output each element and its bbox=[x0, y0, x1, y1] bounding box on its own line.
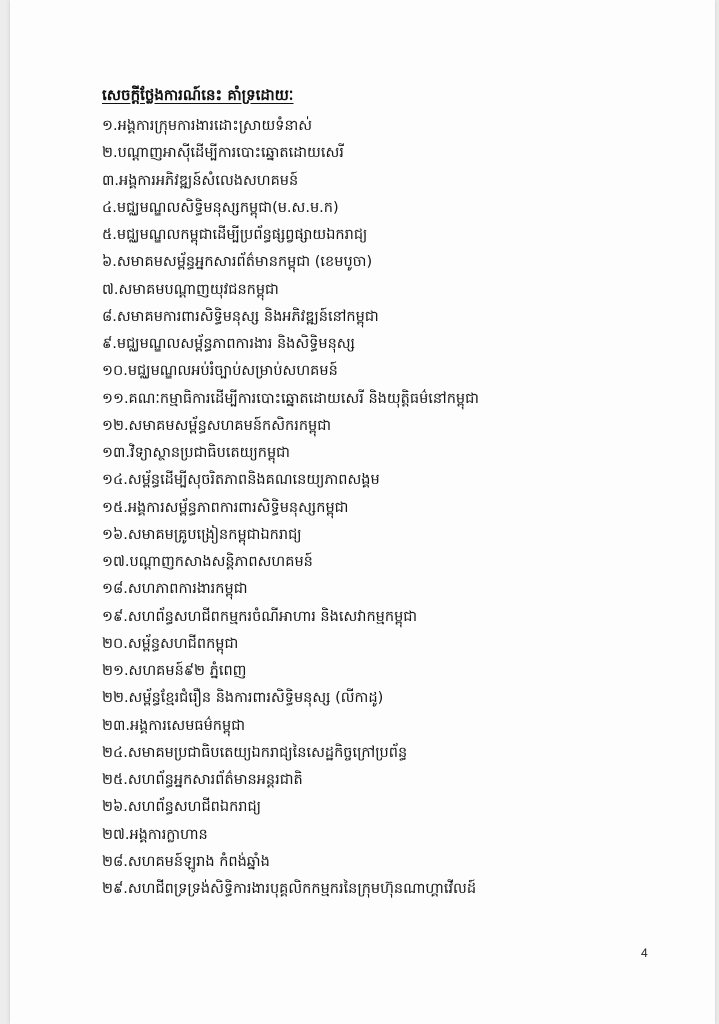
list-item: ១.អង្គការក្រុមការងារដោះស្រាយទំនាស់ bbox=[102, 118, 313, 134]
list-item: ៦.សមាគមសម្ព័ន្ធអ្នកសារព័ត៌មានកម្ពុជា (ខេមបូចា) bbox=[102, 254, 373, 271]
list-item: ១២.សមាគមសម្ព័ន្ធសហគមន៍កសិករកម្ពុជា bbox=[102, 417, 332, 434]
list-item: ១៨.សហភាពការងារកម្ពុជា bbox=[102, 581, 248, 598]
list-item: ៨.សមាគមការពារសិទ្ធិមនុស្ស និងអភិវឌ្ឍន៍នៅកម្ពុជា bbox=[102, 308, 379, 325]
list-item: ១៧.បណ្តាញកសាងសន្តិភាពសហគមន៍ bbox=[102, 554, 313, 570]
list-item: ១៣.វិទ្យាស្ថានប្រជាធិបតេយ្យកម្ពុជា bbox=[102, 445, 290, 461]
list-item: ២២.សម្ព័ន្ធខ្មែរជំរឿន និងការពារសិទ្ធិមនុស្ស (លីកាដូ) bbox=[102, 690, 384, 707]
list-item: ៥.មជ្ឈមណ្ឌលកម្ពុជាដើម្បីប្រព័ន្ធផ្សព្វផ្សាយឯករាជ្យ bbox=[102, 227, 368, 243]
list-item: ៤.មជ្ឈមណ្ឌលសិទ្ធិមនុស្សកម្ពុជា(ម.ស.ម.ក) bbox=[102, 199, 339, 216]
list-item: ១០.មជ្ឈមណ្ឌលអប់រំច្បាប់សម្រាប់សហគមន៍ bbox=[102, 363, 338, 380]
list-item: ១៩.សហព័ន្ធសហជីពកម្មករចំណីអាហារ និងសេវាកម្មកម្ពុជា bbox=[102, 608, 418, 625]
list-item: ២៩.សហជីពទ្រទ្រង់សិទ្ធិការងារបុគ្គលិកកម្មករនៃក្រុមហ៊ុនណាហ្គាវើលដ៍ bbox=[102, 881, 477, 897]
list-item: ១១.គណៈកម្មាធិការដើម្បីការបោះឆ្នោតដោយសេរី និងយុត្តិធម៌នៅកម្ពុជា bbox=[102, 390, 479, 407]
list-item: ៣.អង្គការអភិវឌ្ឍន៍សំលេងសហគមន៍ bbox=[102, 172, 299, 189]
list-item: ២៤.សមាគមប្រជាធិបតេយ្យឯករាជ្យនៃសេដ្ឋកិច្ចក្រៅប្រព័ន្ធ bbox=[102, 744, 408, 761]
document-page bbox=[10, 0, 715, 1024]
list-item: ២៦.សហព័ន្ធសហជីពឯករាជ្យ bbox=[102, 799, 262, 816]
list-item: ២៥.សហព័ន្ធអ្នកសារព័ត៌មានអន្តរជាតិ bbox=[102, 772, 303, 788]
supporter-list bbox=[102, 113, 479, 903]
statement-heading: សេចក្តីថ្លែងការណ៍នេះ គាំទ្រដោយៈ bbox=[102, 86, 294, 104]
list-item: ៩.មជ្ឈមណ្ឌលសម្ព័ន្ធភាពការងារ និងសិទ្ធិមនុស្ស bbox=[102, 336, 355, 352]
page-number: 4 bbox=[641, 946, 648, 960]
list-item: ២១.សហគមន៍៩២ ភ្នំពេញ bbox=[102, 663, 247, 679]
list-item: ២៧.អង្គការក្លាហាន bbox=[102, 826, 208, 843]
list-item: ២.បណ្តាញអាស៊ីដើម្បីការបោះឆ្នោតដោយសេរី bbox=[102, 145, 344, 162]
list-item: ១៥.អង្គការសម្ព័ន្ធភាពការពារសិទ្ធិមនុស្សកម្ពុជា bbox=[102, 499, 349, 516]
list-item: ២០.សម្ព័ន្ធសហជីពកម្ពុជា bbox=[102, 635, 239, 652]
list-item: ២៣.អង្គការសេមធម៌កម្ពុជា bbox=[102, 717, 246, 734]
list-item: ១៤.សម្ព័ន្ធដើម្បីសុចរិតភាពនិងគណនេយ្យភាពសង្គម bbox=[102, 472, 380, 489]
list-item: ២៨.សហគមន៍ឡូរាង កំពង់ឆ្នាំង bbox=[102, 853, 270, 870]
list-item: ១៦.សមាគមគ្រូបង្រៀនកម្ពុជាឯករាជ្យ bbox=[102, 526, 302, 543]
list-item: ៧.សមាគមបណ្តាញយុវជនកម្ពុជា bbox=[102, 281, 279, 298]
